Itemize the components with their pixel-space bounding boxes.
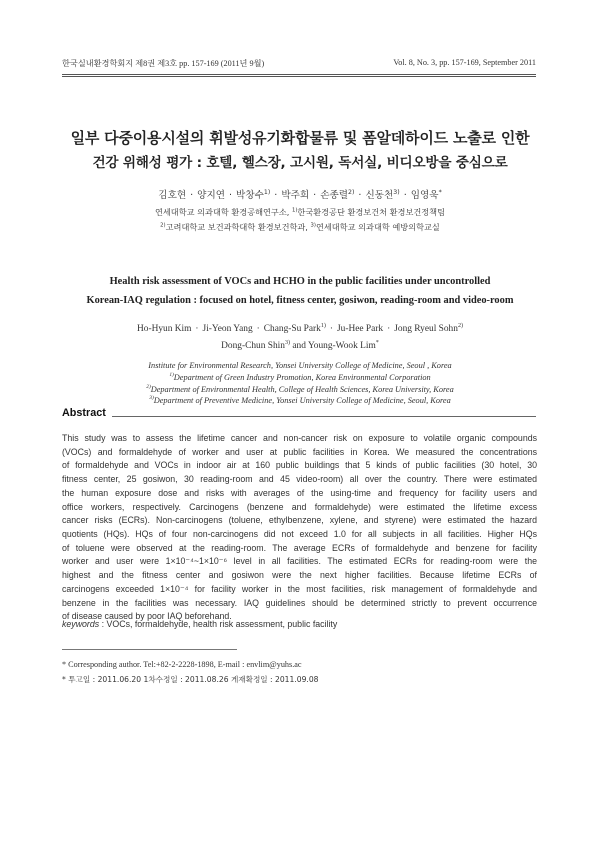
author-separator: · bbox=[195, 324, 199, 334]
affiliation-text: Department of Environmental Health, College of Health Sciences, Korea University, Korea bbox=[150, 385, 454, 394]
author-sup: * bbox=[438, 188, 442, 196]
author-name: 박주희 bbox=[281, 190, 310, 201]
running-header bbox=[62, 58, 536, 74]
korean-title-line2: 건강 위해성 평가 : 호텔, 헬스장, 고시원, 독서실, 비디오방을 중심으로 bbox=[92, 155, 508, 171]
english-title-line2: Korean-IAQ regulation : focused on hotel, fitness center, gosiwon, reading-room and video-room bbox=[86, 295, 514, 306]
author-sup: 1) bbox=[320, 322, 326, 329]
abstract-line: benzene in the facilities was necessary. IAQ guidelines should be determined strictly to prevent occurrence bbox=[62, 597, 537, 608]
author-name: 임영욱 bbox=[410, 190, 439, 201]
english-authors-line1 bbox=[40, 324, 560, 334]
abstract-line: of toluene were observed at the reading-room. The average ECRs of formaldehyde and benzene for facility bbox=[62, 542, 537, 553]
keywords-label: keywords bbox=[62, 619, 100, 629]
journal-header-english: Vol. 8, No. 3, pp. 157-169, September 2011 bbox=[393, 58, 536, 67]
abstract-body bbox=[62, 432, 537, 624]
korean-title-line1: 일부 다중이용시설의 휘발성유기화합물류 및 폼알데하이드 노출로 인한 bbox=[70, 129, 530, 147]
keywords-sep: : bbox=[99, 619, 107, 629]
korean-affiliation-line2 bbox=[40, 222, 560, 233]
english-affiliation bbox=[40, 361, 560, 370]
author-name: Ji-Yeon Yang bbox=[202, 324, 253, 334]
author-name: Chang-Su Park bbox=[263, 324, 321, 334]
affiliation-text: Department of Preventive Medicine, Yonsei University College of Medicine, Seoul, Korea bbox=[153, 396, 451, 405]
affiliation-text: Institute for Environmental Research, Yonsei University College of Medicine, Seoul , Korea bbox=[148, 361, 452, 370]
english-affiliation bbox=[40, 396, 560, 405]
abstract-line: quotients (HQs). HQs of four non-carcinogens did not exceed 1.0 for all subjects in all facilities. Higher HQs bbox=[62, 529, 537, 540]
affiliation-sup: 1) bbox=[169, 372, 174, 379]
korean-aff-1b: 한국환경공단 환경보건처 환경보건정책팀 bbox=[297, 207, 445, 217]
korean-aff-3: 연세대학교 의과대학 예방의학교실 bbox=[315, 222, 440, 232]
author-name: 신동천 bbox=[365, 190, 394, 201]
author-sup: 3) bbox=[393, 188, 400, 196]
author-name: 박창수 bbox=[236, 190, 264, 201]
abstract-line: This study was to assess the lifetime cancer and non-cancer risk on exposure to volatile organic compounds bbox=[62, 433, 537, 443]
journal-header-korean: 한국실내환경학회지 제8권 제3호 pp. 157-169 (2011년 9월) bbox=[62, 59, 265, 68]
author-sup: 2) bbox=[348, 188, 355, 196]
abstract-line: of formaldehyde and VOCs in indoor air at 160 public buildings that 5 kinds of public facilities (30 hotel, 30 bbox=[62, 460, 537, 471]
author-name: Dong-Chun Shin bbox=[221, 341, 285, 351]
korean-affiliation-line1 bbox=[40, 207, 560, 218]
english-title-line1: Health risk assessment of VOCs and HCHO in the public facilities under uncontrolled bbox=[109, 276, 491, 287]
abstract-line: office workers, respectively. Carcinogens (benzene and formaldehyde) were estimated the lifetime excess bbox=[62, 501, 537, 512]
english-authors-line2 bbox=[40, 341, 560, 351]
corresponding-mark: * bbox=[375, 339, 379, 346]
korean-aff-1: 연세대학교 의과대학 환경공해연구소, bbox=[154, 207, 292, 217]
author-separator: · bbox=[228, 190, 233, 201]
abstract-line: highest and the fitness center and gosiwon were the next higher facilities. Because lifetime ECRs of bbox=[62, 570, 537, 581]
korean-aff-sup-3: 3) bbox=[310, 222, 316, 229]
author-name: Ho-Hyun Kim bbox=[136, 324, 192, 334]
affiliation-sup: 2) bbox=[146, 384, 151, 391]
author-name: 양지연 bbox=[197, 190, 225, 201]
abstract-line: (VOCs) and formaldehyde of worker and user at public facilities in Korea. We measured the concentrations bbox=[62, 446, 537, 457]
footnote-rule bbox=[62, 649, 237, 650]
abstract-line: fitness center, 25 gosiwon, 30 reading-room and 45 video-room) all over the country. There were estimated bbox=[62, 474, 537, 485]
author-separator: · bbox=[190, 190, 194, 201]
author-separator: · bbox=[387, 324, 391, 334]
author-separator: · bbox=[274, 190, 278, 201]
english-affiliation bbox=[40, 385, 560, 394]
footnote-dates-text: * 투고일 : 2011.06.20 1차수정일 : 2011.08.26 게재확정일 : 2011.09.08 bbox=[62, 675, 319, 684]
abstract-line: of disease caused by poor IAQ beforehand. bbox=[62, 611, 232, 622]
korean-authors bbox=[40, 187, 560, 201]
author-name: Jong Ryeul Sohn bbox=[394, 324, 458, 334]
keywords-text: VOCs, formaldehyde, health risk assessment, public facility bbox=[106, 619, 338, 629]
abstract-line: cancer risks (ECRs). Non-carcinogens (toluene, ethylbenzene, xylene, and styrene) were estimated the hazard bbox=[62, 515, 537, 526]
abstract-line: worker and user were 1×10⁻⁴~1×10⁻⁶ level in all facilities. The estimated ECRs for reading-room were the bbox=[62, 556, 537, 567]
header-rule-top bbox=[62, 74, 536, 75]
author-name: 김호현 bbox=[158, 190, 187, 201]
author-sup: 2) bbox=[457, 322, 464, 329]
author-separator: · bbox=[256, 324, 260, 334]
korean-aff-2: 고려대학교 보건과학대학 환경보건학과, bbox=[165, 222, 311, 232]
english-affiliation bbox=[40, 373, 560, 382]
abstract-heading: Abstract bbox=[62, 407, 106, 419]
korean-aff-sup-2: 2) bbox=[160, 222, 166, 229]
abstract-line: carcinogens exceeded 1×10⁻⁴ for facility worker in the most facilities, risk management of formaldehyde and bbox=[62, 583, 537, 594]
author-name: Young-Wook Lim bbox=[307, 341, 376, 351]
author-and: and bbox=[290, 341, 308, 351]
affiliation-text: Department of Green Industry Promotion, Korea Environmental Corporation bbox=[173, 373, 431, 382]
author-sup: 1) bbox=[263, 188, 271, 196]
abstract-line: the human exposure dose and risks with averages of the using-time and frequency for facility users and bbox=[62, 487, 537, 498]
abstract-heading-rule bbox=[112, 416, 536, 417]
author-separator: · bbox=[313, 190, 317, 201]
author-name: Ju-Hee Park bbox=[337, 324, 384, 334]
author-separator: · bbox=[403, 190, 407, 201]
header-rule-bottom bbox=[62, 76, 536, 77]
footnote-dates bbox=[62, 674, 319, 685]
keywords bbox=[62, 619, 337, 629]
author-name: 손종렬 bbox=[320, 190, 349, 201]
author-separator: · bbox=[358, 190, 362, 201]
author-sup: 3) bbox=[284, 339, 291, 346]
korean-aff-sup-1: 1) bbox=[291, 207, 298, 214]
footnote-corresponding: * Corresponding author. Tel:+82-2-2228-1898, E-mail : envlim@yuhs.ac bbox=[62, 660, 302, 669]
author-separator: · bbox=[329, 324, 334, 334]
affiliation-sup: 3) bbox=[149, 395, 154, 402]
